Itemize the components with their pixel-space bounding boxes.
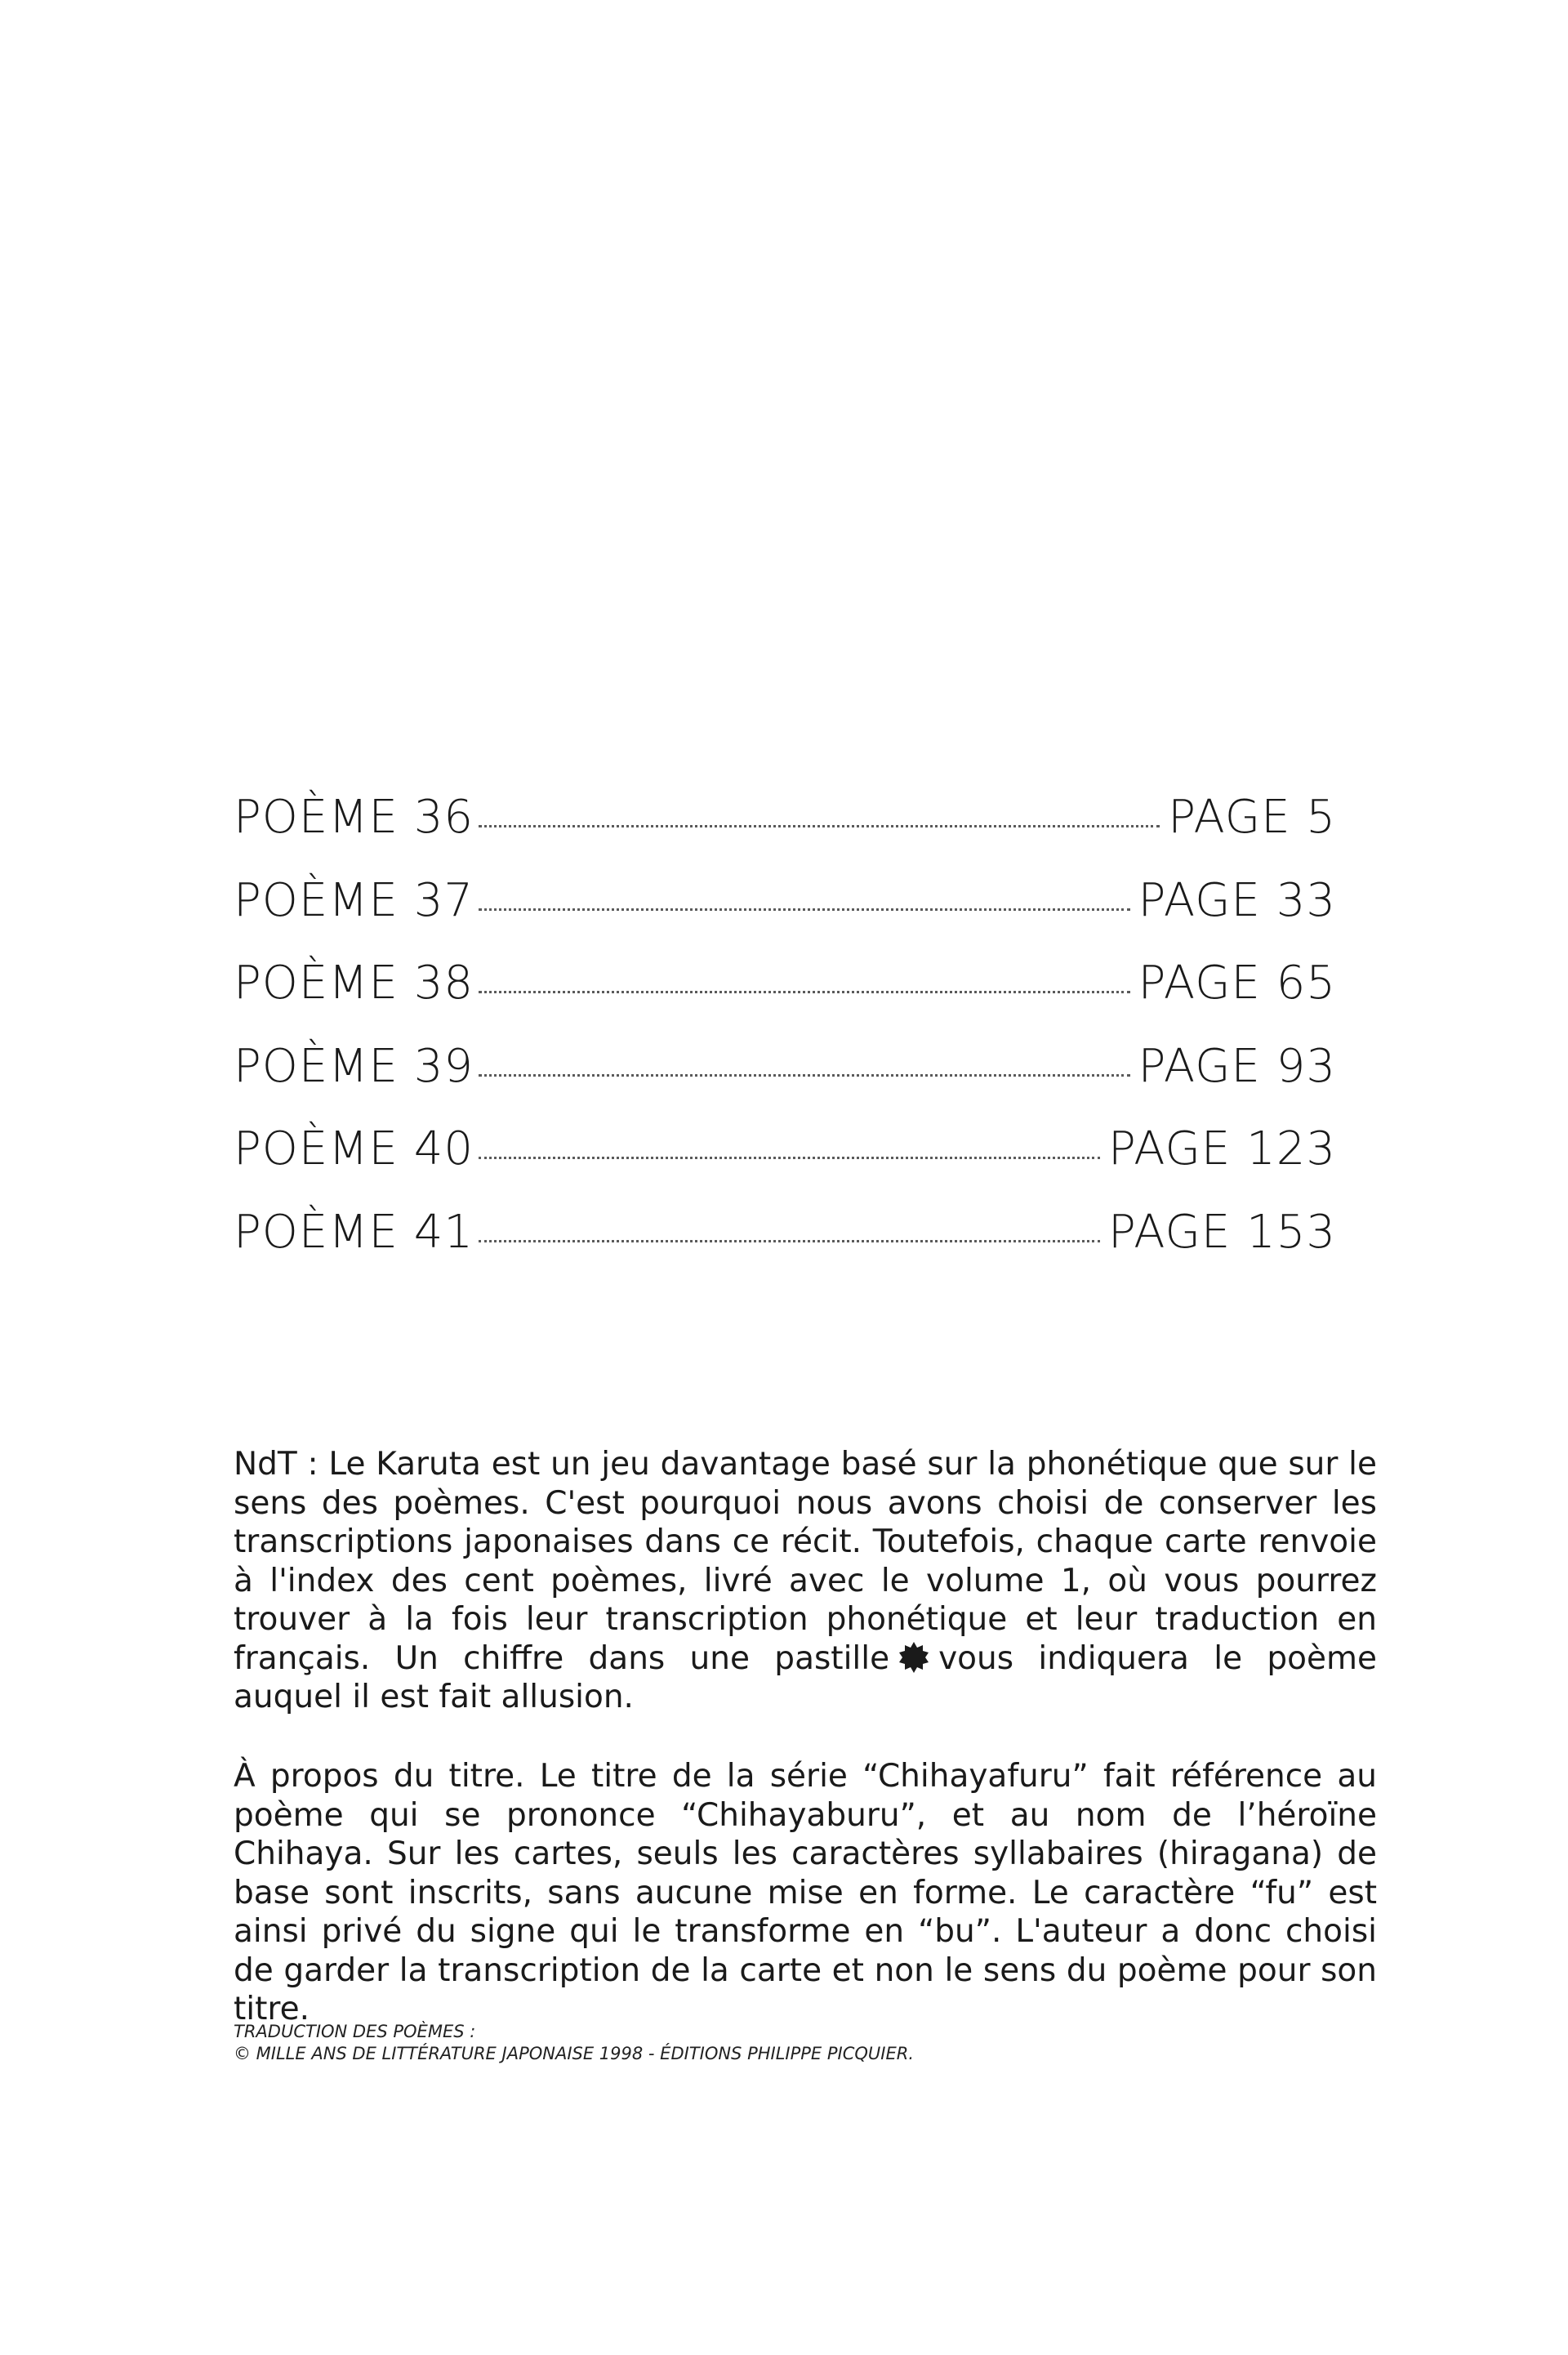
credits-line-1: TRADUCTION DES POÈMES : (234, 2022, 476, 2041)
translator-note-text-end: vous indiquera le poème auquel il est fait allusion. (234, 1639, 1377, 1715)
toc-leader-dots (479, 1157, 1100, 1159)
toc-poem-label: POÈME 39 (234, 1039, 474, 1093)
translator-note (234, 1445, 1377, 1717)
toc-leader-dots (479, 908, 1130, 911)
toc-entry (234, 874, 1336, 957)
credits-line-2: © MILLE ANS DE LITTÉRATURE JAPONAISE 1998 - ÉDITIONS PHILIPPE PICQUIER. (234, 2044, 915, 2063)
translator-note-text: NdT : Le Karuta est un jeu davantage basé sur la phonétique que sur le sens des poèmes. C'est pourquoi nous avons choisi de conserver les transcriptions japonaises dans ce récit. Toutefois, chaque carte renvoie à l'index des cent poèmes, livré avec le volume 1, où vous pourrez trouver à la fois leur transcription phonétique et leur traduction en français. Un chiffre dans une pastille (234, 1446, 1377, 1677)
translation-credits (234, 2021, 1377, 2065)
toc-poem-label: POÈME 41 (234, 1205, 474, 1259)
toc-leader-dots (479, 825, 1160, 827)
toc-page-label: PAGE 65 (1138, 957, 1336, 1010)
toc-page-label: PAGE 123 (1108, 1122, 1336, 1176)
toc-entry (234, 1206, 1336, 1289)
toc-entry (234, 1040, 1336, 1123)
title-note: À propos du titre. Le titre de la série “Chihayafuru” fait référence au poème qui se prononce “Chihayaburu”, et au nom de l’héroïne Chihaya. Sur les cartes, seuls les caractères syllabaires (hiragana) de base sont inscrits, sans aucune mise en forme. Le caractère “fu” est ainsi privé du signe qui le transforme en “bu”. L'auteur a donc choisi de garder la transcription de la carte et non le sens du poème pour son titre. (234, 1758, 1377, 2027)
toc-page-label: PAGE 153 (1108, 1205, 1336, 1259)
toc-entry (234, 791, 1336, 874)
table-of-contents (234, 791, 1336, 1289)
toc-poem-label: POÈME 36 (234, 791, 474, 844)
pastille-icon (898, 1641, 930, 1674)
toc-page-label: PAGE 33 (1138, 873, 1336, 927)
toc-poem-label: POÈME 40 (234, 1122, 474, 1176)
toc-leader-dots (479, 1240, 1100, 1242)
toc-entry (234, 957, 1336, 1040)
toc-poem-label: POÈME 38 (234, 957, 474, 1010)
toc-page-label: PAGE 5 (1168, 791, 1336, 844)
toc-entry (234, 1122, 1336, 1206)
toc-leader-dots (479, 1074, 1130, 1077)
toc-page-label: PAGE 93 (1138, 1039, 1336, 1093)
toc-poem-label: POÈME 37 (234, 873, 474, 927)
toc-leader-dots (479, 991, 1130, 993)
